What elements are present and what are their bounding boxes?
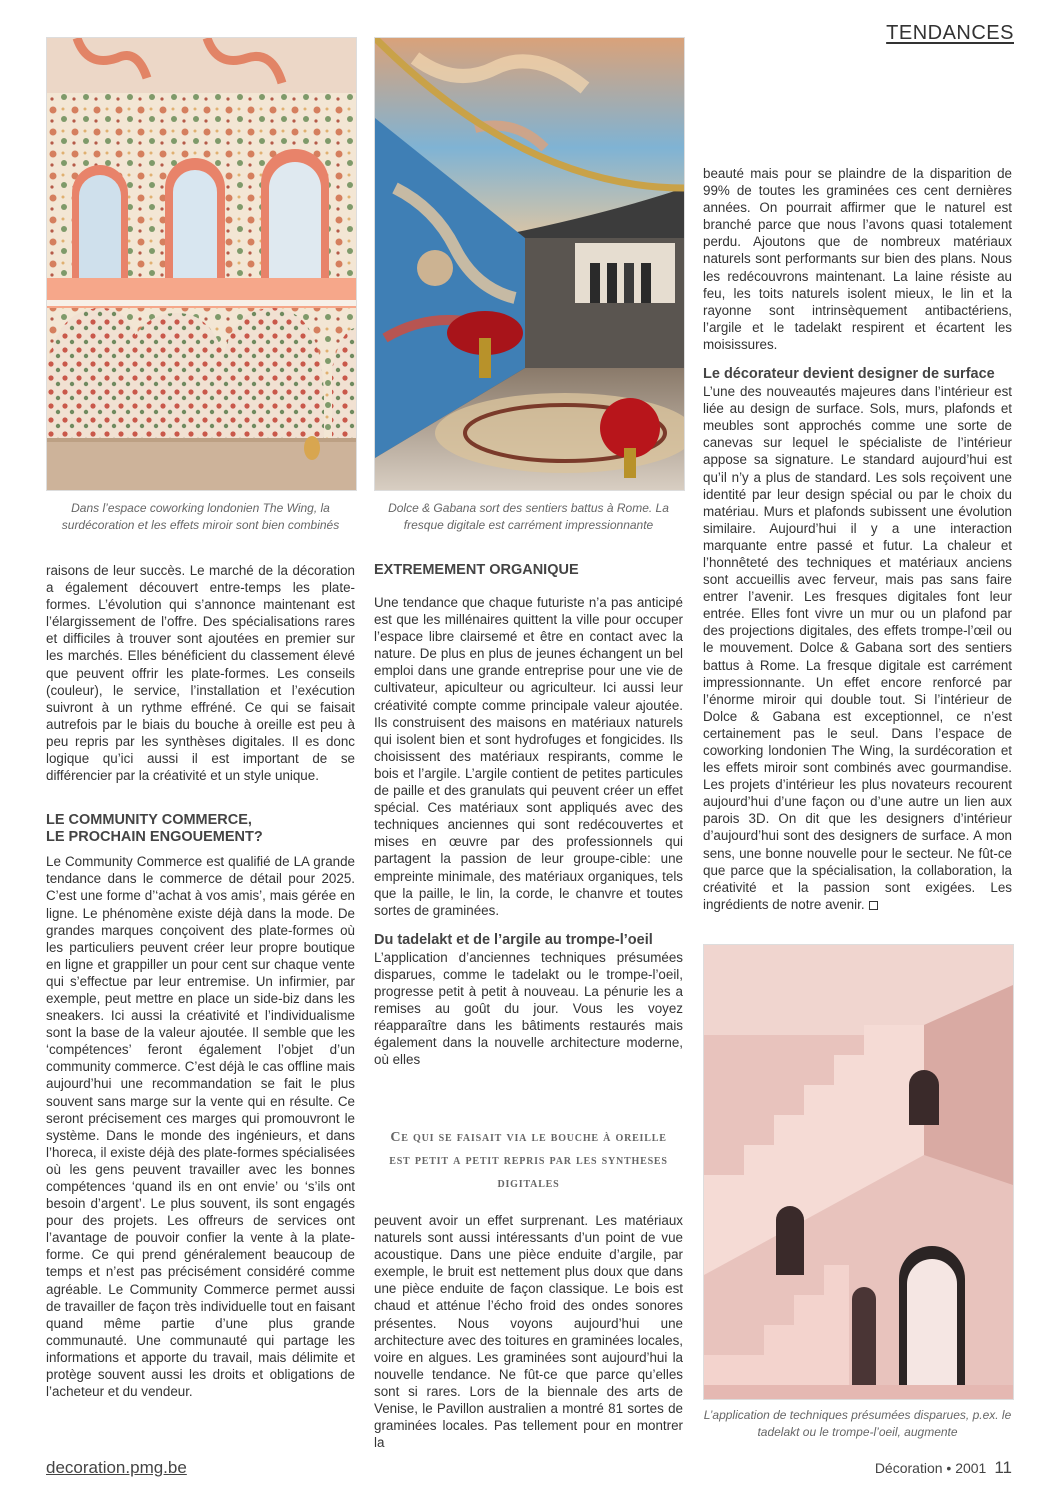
caption-pink-architecture: L’application de techniques présumées disparues, p.ex. le tadelakt ou le trompe-l’oeil, augmente: [703, 1408, 1012, 1439]
column-1: [46, 562, 355, 1400]
dolce-gabana-illustration: [375, 38, 684, 490]
paragraph: L’application d’anciennes techniques présumées disparues, comme le tadelakt ou le trompe-l’oeil, progresse petit à petit à nouveau. La pénurie les a remises au goût du jour. Vous les voyez réapparaître dans les bâtiments restaurés mais également dans la nouvelle architecture moderne, où elles: [374, 949, 683, 1068]
paragraph: beauté mais pour se plaindre de la disparition de 99% de toutes les graminées ces cent dernières années. On pourrait affirmer que le naturel est branché parce que nous l’avons quasi totalement perdu. Ajoutons que de nombreux matériaux naturels sont performants sur bien des plans. Nous les redécouvrons maintenant. La laine résiste au feu, les toits naturels isolent mieux, le lin et la rayonne sont intrinsèquement antibactériens, l’argile et le tadelakt respirent et écartent les moisissures.: [703, 166, 1012, 352]
paragraph: [703, 383, 1012, 913]
pink-stairs-illustration: [704, 945, 1013, 1399]
paragraph: Le Community Commerce est qualifié de LA grande tendance dans le commerce de détail pour 2025. C’est une forme d’‘achat à vos amis’, mais gérée en ligne. Le phénomène existe déjà dans la mode. De grandes marques conçoivent des plate-formes où les particuliers peuvent créer leur propre boutique en ligne et grappiller un pour cent sur chaque vente qui s’effectue par leur entremise. Un infirmier, par exemple, peut mettre en place un side-biz dans les sneakers. Ici aussi la créativité et l’individualisme sont la base de la valeur ajoutée. Il semble que les ‘compétences’ feront également l’objet d’un community commerce. C’est déjà le cas offline mais aujourd’hui une recommandation se fait le plus souvent sans marge sur la vente qui en résulte. Ce seront précisement ces marges qui promouvront le système. Dans le monde des ingénieurs, et dans l’horeca, il existe déjà des plate-formes spécialisées où les gens peuvent travailler avec les bonnes compétences ‘quand ils en ont envie’ ou ‘s’ils ont besoin d’argent’. Le plus souvent, ils sont engagés pour des projets. Les offreurs de services ont l’avantage de pouvoir confier la vente à la plate-forme. Ce qui prend généralement beaucoup de temps et n’est pas précisément considéré comme agréable. Le Community Commerce permet aussi de travailler de façon très individuelle tout en faisant quand même partie d’une plus grande communauté. Une communauté qui partage les informations et apporte du travail, mais délimite et protège souvent aussi les droits et obligations de l’acheteur et du vendeur.: [46, 854, 355, 1400]
the-wing-illustration: [47, 38, 356, 490]
photo-the-wing: [46, 37, 357, 491]
paragraph: peuvent avoir un effet surprenant. Les matériaux naturels sont aussi intéressants d’un point de vue acoustique. Dans une pièce enduite d’argile, par exemple, le bruit est nettement plus doux que dans une pièce enduite de façon classique. Le bois est chaud et atténue l’écho froid des ondes sonores présentes. Nous voyons aujourd’hui une architecture avec des toitures en graminées locales, voire en algues. Les graminées sont aujourd’hui la nouvelle tendance. Ne fût-ce que parce qu’elles sont si rares. Lors de la biennale des arts de Venise, le Pavillon australien a montré 81 sortes de graminées locales. Pas tellement pour en montrer la: [374, 1213, 683, 1451]
photo-dolce-gabana: [374, 37, 685, 491]
heading-extremement-organique: EXTREMEMENT ORGANIQUE: [374, 562, 579, 578]
website-link[interactable]: decoration.pmg.be: [46, 1458, 187, 1477]
column-2-continued: [374, 1212, 683, 1451]
heading-line-2: LE PROCHAIN ENGOUEMENT?: [46, 829, 263, 846]
paragraph-text: L’une des nouveautés majeures dans l’intérieur est liée au design de surface. Sols, murs, plafonds et meubles sont approchés comme une sorte de canevas sur lequel le spécialiste de l’intérieur appose sa signature. Le standard aujourd’hui est qu’il n’y a plus de standard. Les sols reçoivent une identité par leur design spécial ou par le choix du matériau. Murs et plafonds subissent une évolution similaire. Aujourd’hui il y a une interaction marquante entre passé et futur. La chaleur et l’honnêteté des techniques et matériaux anciens sont accueillis avec ferveur, mais pas sans faire entrer l’avenir. Les fresques digitales font leur entrée. Elles font vivre un mur ou un plafond par des projections digitales, des effets trompe-l’œil ou le mouvement. Dolce & Gabana sort des sentiers battus à Rome. La fresque digitale est carrément impressionnante. Un effet encore renforcé par l’énorme miroir qui double tout. Si l’intérieur de Dolce & Gabana est exceptionnel, ce n’est certainement pas le seul. Dans l’espace de coworking londonien The Wing, la surdécoration et les effets miroir sont combinés avec gourmandise. Les projets d’intérieur les plus novateurs recourent aujourd’hui d’une façon ou d’une autre un lien aux parois 3D. On dit que les designers d’intérieur d’aujourd’hui sont des designers de surface. A mon sens, une bonne nouvelle pour le secteur. Ne fût-ce que parce que la spécialisation, la collaboration, la créativité et la passion sont exigées. Les ingrédients de notre avenir.: [703, 384, 1012, 912]
photo-pink-architecture: [703, 944, 1014, 1400]
heading-line-1: LE COMMUNITY COMMERCE,: [46, 812, 252, 829]
pull-quote: Ce qui se faisait via le bouche à oreille est petit a petit repris par les syntheses digitales: [389, 1130, 668, 1191]
issue-label: Décoration • 2001: [874, 1460, 987, 1476]
paragraph: Une tendance que chaque futuriste n’a pas anticipé est que les millénaires quittent la ville pour occuper l’espace libre clairsemé et être en contact avec la nature. De plus en plus de jeunes échangent un bel emploi dans une grande entreprise pour une vie de cultivateur, apiculteur ou agriculteur. Ici aussi leur créativité compte comme principale valeur ajoutée. Ils construisent des maisons en matériaux naturels qui isolent bien et sont hydrofuges et fongicides. Ils choisissent des matériaux respirants, comme le bois et l’argile. L’argile contient de petites particules de paille et des granulats qui peuvent créer un effet spécial. Ces matériaux sont appliqués avec des techniques anciennes qui sont redécouvertes et mises en œuvre par des professionnels qui partagent la passion de leur groupe-cible: une empreinte minimale, des matériaux organiques, tels que la paille, le lin, la corde, le chanvre et toutes sortes de graminées.: [374, 595, 683, 918]
page-footer: [875, 1458, 1012, 1478]
page-number: 11: [994, 1458, 1012, 1477]
end-of-article-icon: [869, 901, 878, 910]
heading-community-commerce: [46, 812, 355, 846]
paragraph: raisons de leur succès. Le marché de la décoration a également découvert entre-temps les plate-formes. L’évolution qui s’annonce maintenant est l’élargissement de l’offre. Des spécialisations rares et difficiles à trouver sont ajoutées en premier sur les marchés. Elles bénéficient du classement élevé que peuvent offrir les plate-formes. Les conseils (couleur), le service, l’installation et l’exécution suivront à un rythme effréné. Ce qui se faisait autrefois par le biais du bouche à oreille est peu à peu repris par les synthèses digitales. Il es donc logique qu’ici aussi il est important de se différencier par la créativité et un style unique.: [46, 563, 355, 784]
caption-the-wing: Dans l’espace coworking londonien The Wing, la surdécoration et les effets miroir sont bien combinés: [61, 501, 340, 532]
subheading-tadelakt: Du tadelakt et de l’argile au trompe-l’oeil: [374, 931, 653, 948]
section-label: TENDANCES: [886, 22, 1014, 44]
caption-dolce-gabana: Dolce & Gabana sort des sentiers battus à Rome. La fresque digitale est carrément impressionnante: [388, 501, 669, 532]
column-3: [703, 165, 1012, 913]
subheading-designer-de-surface: Le décorateur devient designer de surface: [703, 366, 995, 383]
column-2: [374, 562, 683, 1068]
